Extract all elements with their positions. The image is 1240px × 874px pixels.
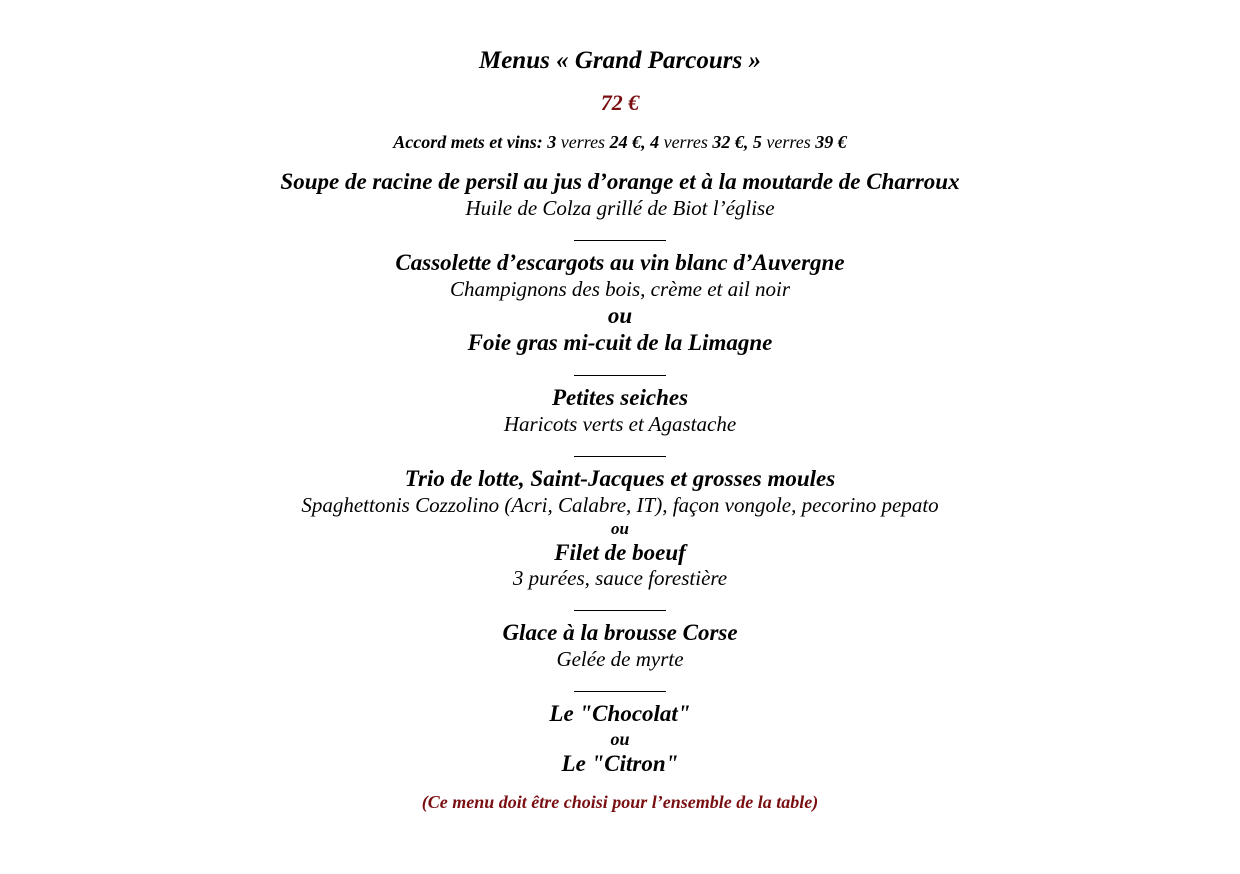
menu-note: (Ce menu doit être choisi pour l’ensemble de la table)	[421, 792, 819, 812]
course-6-or: ou	[610, 729, 630, 749]
course-4b-title: Filet de boeuf	[554, 540, 686, 565]
pairing-count-4: 4	[650, 132, 660, 152]
course-separator	[574, 691, 666, 692]
course-1-description: Huile de Colza grillé de Biot l’église	[465, 196, 775, 220]
wine-pairing	[0, 133, 1240, 151]
course-2-or: ou	[607, 303, 633, 328]
pairing-glasses-label: verres	[766, 132, 811, 152]
pairing-count-5: 5	[752, 132, 762, 152]
course-separator	[574, 610, 666, 611]
pairing-glasses-label: verres	[560, 132, 606, 152]
pairing-price-4: 32 €,	[712, 132, 749, 152]
pairing-price-5: 39 €	[815, 132, 847, 152]
menu-title: Menus « Grand Parcours »	[478, 47, 761, 74]
course-4-or: ou	[611, 519, 629, 538]
course-2b-title: Foie gras mi-cuit de la Limagne	[467, 330, 773, 355]
menu-price: 72 €	[600, 90, 640, 115]
course-2a-description: Champignons des bois, crème et ail noir	[449, 277, 791, 301]
course-5-title: Glace à la brousse Corse	[502, 620, 738, 645]
pairing-count-3: 3	[547, 132, 557, 152]
course-4b-description: 3 purées, sauce forestière	[512, 566, 728, 590]
pairing-glasses-label: verres	[663, 132, 708, 152]
course-1-title: Soupe de racine de persil au jus d’orange et à la moutarde de Charroux	[280, 169, 960, 194]
course-2a-title: Cassolette d’escargots au vin blanc d’Auvergne	[395, 250, 845, 275]
pairing-price-3: 24 €,	[609, 132, 646, 152]
course-4a-title: Trio de lotte, Saint-Jacques et grosses moules	[404, 466, 836, 491]
course-6a-title: Le "Chocolat"	[549, 701, 691, 726]
course-4a-description: Spaghettonis Cozzolino (Acri, Calabre, IT), façon vongole, pecorino pepato	[301, 493, 939, 517]
course-separator	[574, 240, 666, 241]
course-3-description: Haricots verts et Agastache	[503, 412, 737, 436]
course-separator	[574, 375, 666, 376]
pairing-label: Accord mets et vins:	[393, 132, 543, 152]
course-6b-title: Le "Citron"	[561, 751, 679, 776]
course-3-title: Petites seiches	[551, 385, 689, 410]
course-5-description: Gelée de myrte	[556, 647, 684, 671]
course-separator	[574, 456, 666, 457]
